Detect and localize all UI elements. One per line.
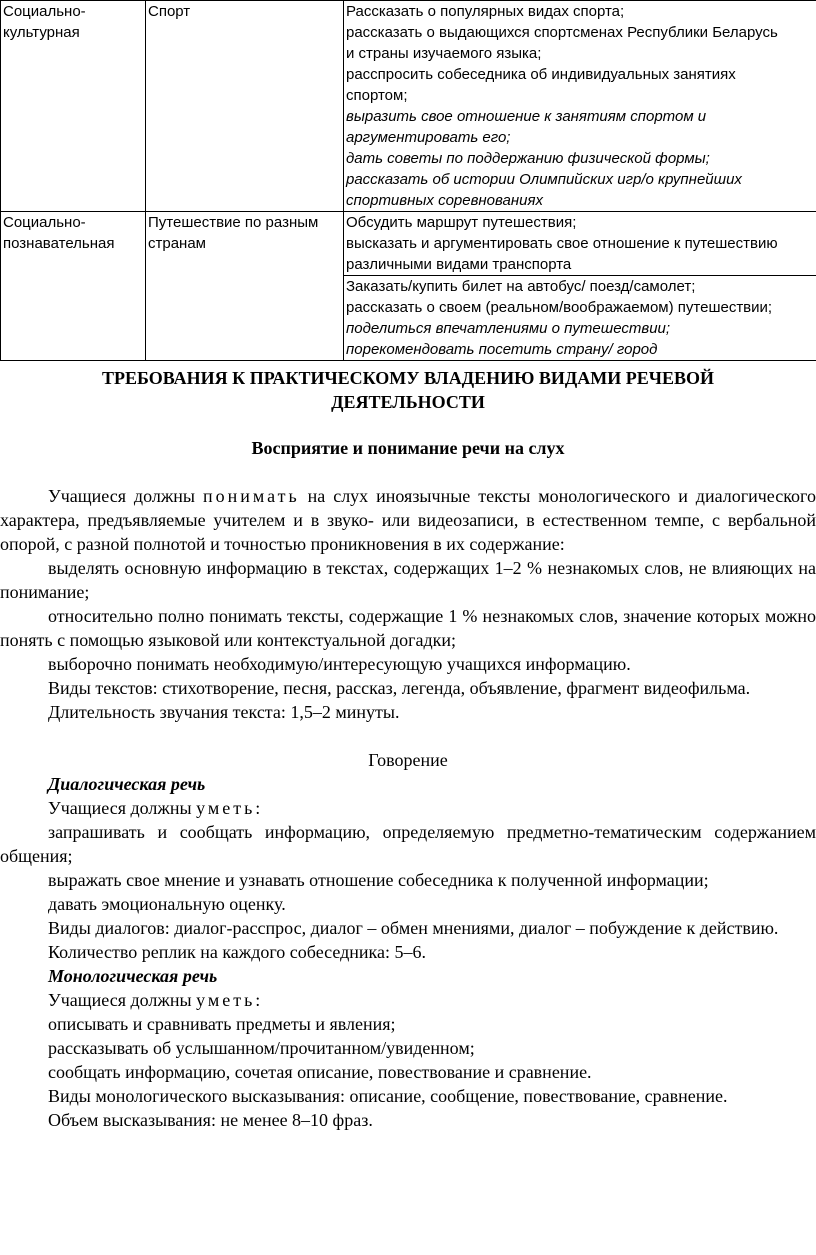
text-types: Виды текстов: стихотворение, песня, рассказ, легенда, объявление, фрагмент видеофильма. bbox=[48, 678, 751, 698]
table-row bbox=[1, 212, 816, 276]
list-item: выборочно понимать необходимую/интересующую учащихся информацию. bbox=[48, 654, 631, 674]
goal-line: и страны изучаемого языка; bbox=[346, 45, 542, 62]
table-cell-sphere: Социально- познавательная bbox=[1, 212, 146, 361]
list-item: выражать свое мнение и узнавать отношение собеседника к полученной информации; bbox=[48, 870, 709, 890]
table-cell-goals bbox=[344, 1, 816, 212]
goal-line: различными видами транспорта bbox=[346, 256, 572, 273]
goal-line: расспросить собеседника об индивидуальных занятиях bbox=[346, 66, 736, 83]
goal-line: спортивных соревнованиях bbox=[346, 192, 543, 209]
listening-intro: Учащиеся должны понимать на слух иноязычные тексты монологического и диалогического характера, предъявляемые учителем и в звуко- или видеозаписи, в естественном темпе, с вербальной опорой, с разной полнотой и точностью проникновения в их содержание: bbox=[0, 486, 816, 554]
goal-line: дать советы по поддержанию физической формы; bbox=[346, 150, 710, 167]
goal-line: спортом; bbox=[346, 87, 408, 104]
table-cell-topic: Спорт bbox=[146, 1, 344, 212]
table-row bbox=[1, 1, 816, 212]
requirements-section bbox=[0, 366, 816, 1132]
duration: Длительность звучания текста: 1,5–2 минуты. bbox=[48, 702, 400, 722]
list-item: рассказывать об услышанном/прочитанном/увиденном; bbox=[48, 1038, 475, 1058]
list-item: сообщать информацию, сочетая описание, повествование и сравнение. bbox=[48, 1062, 592, 1082]
goal-line: аргументировать его; bbox=[346, 129, 511, 146]
goal-line: Обсудить маршрут путешествия; bbox=[346, 214, 577, 231]
dialog-types: Виды диалогов: диалог-расспрос, диалог – обмен мнениями, диалог – побуждение к действию. bbox=[48, 918, 779, 938]
themes-table bbox=[0, 0, 816, 361]
list-item: давать эмоциональную оценку. bbox=[48, 894, 286, 914]
section-heading: ТРЕБОВАНИЯ К ПРАКТИЧЕСКОМУ ВЛАДЕНИЮ ВИДАМИ РЕЧЕВОЙ ДЕЯТЕЛЬНОСТИ bbox=[102, 368, 714, 412]
dialog-subtitle: Диалогическая речь bbox=[48, 774, 206, 794]
list-item: выделять основную информацию в текстах, содержащих 1–2 % незнакомых слов, не влияющих на понимание; bbox=[0, 558, 816, 602]
list-item: описывать и сравнивать предметы и явления; bbox=[48, 1014, 396, 1034]
table-cell-goals bbox=[344, 212, 816, 276]
monolog-subtitle: Монологическая речь bbox=[48, 966, 218, 986]
table-cell-sphere: Социально- культурная bbox=[1, 1, 146, 212]
speaking-title: Говорение bbox=[368, 750, 448, 770]
goal-line: Рассказать о популярных видах спорта; bbox=[346, 3, 625, 20]
goal-line: Заказать/купить билет на автобус/ поезд/самолет; bbox=[346, 278, 696, 295]
list-item: относительно полно понимать тексты, содержащие 1 % незнакомых слов, значение которых можно понять с помощью языковой или контекстуальной догадки; bbox=[0, 606, 816, 650]
dialog-replies: Количество реплик на каждого собеседника: 5–6. bbox=[48, 942, 426, 962]
listening-title: Восприятие и понимание речи на слух bbox=[251, 438, 565, 458]
goal-line: рассказать о своем (реальном/воображаемом) путешествии; bbox=[346, 299, 773, 316]
goal-line: поделиться впечатлениями о путешествии; bbox=[346, 320, 671, 337]
monolog-lead: Учащиеся должны уметь: bbox=[48, 990, 261, 1010]
dialog-lead: Учащиеся должны уметь: bbox=[48, 798, 261, 818]
goal-line: высказать и аргументировать свое отношение к путешествию bbox=[346, 235, 778, 252]
table-cell-topic: Путешествие по разным странам bbox=[146, 212, 344, 361]
monolog-volume: Объем высказывания: не менее 8–10 фраз. bbox=[48, 1110, 373, 1130]
goal-line: рассказать о выдающихся спортсменах Республики Беларусь bbox=[346, 24, 778, 41]
monolog-types: Виды монологического высказывания: описание, сообщение, повествование, сравнение. bbox=[48, 1086, 728, 1106]
goal-line: выразить свое отношение к занятиям спортом и bbox=[346, 108, 707, 125]
goal-line: порекомендовать посетить страну/ город bbox=[346, 341, 658, 358]
goal-line: рассказать об истории Олимпийских игр/о крупнейших bbox=[346, 171, 742, 188]
list-item: запрашивать и сообщать информацию, определяемую предметно-тематическим содержанием общения; bbox=[0, 822, 816, 866]
table-cell-goals bbox=[344, 276, 816, 361]
